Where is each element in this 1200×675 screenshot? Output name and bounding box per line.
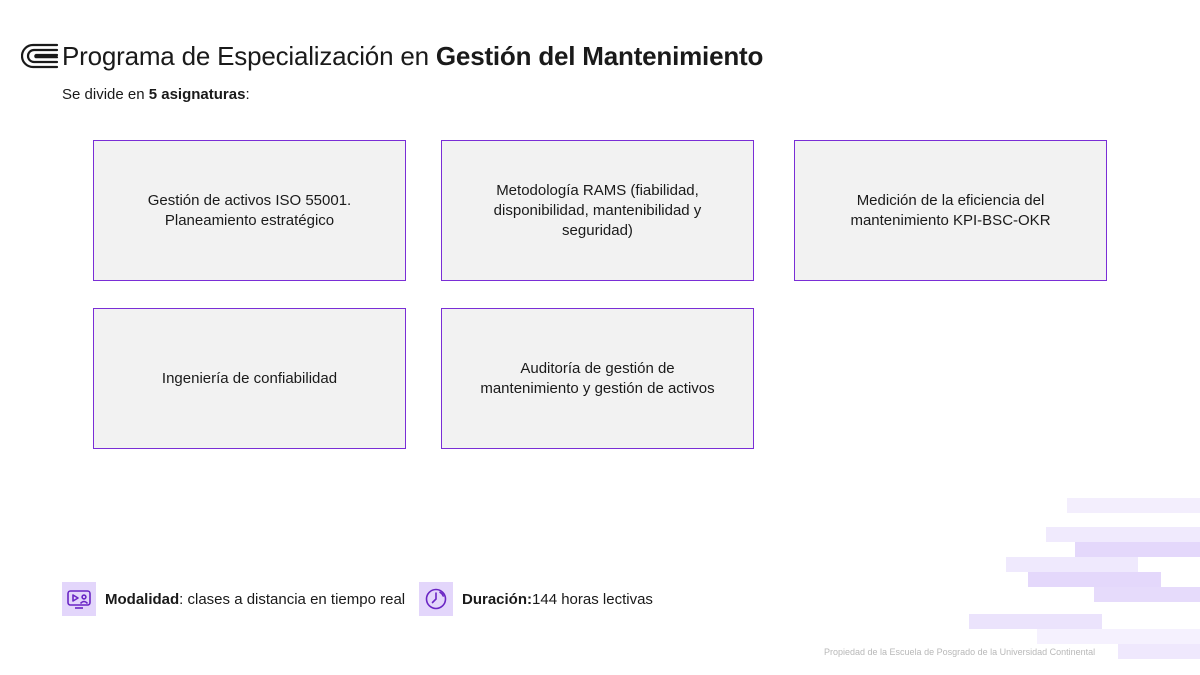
duration-label: Duración: — [462, 590, 533, 608]
deco-stripe — [1094, 587, 1200, 602]
subject-label: Medición de la eficiencia del mantenimiento KPI-BSC-OKR — [850, 191, 1051, 229]
duration-value: 144 horas lectivas — [532, 590, 653, 608]
subject-label: Metodología RAMS (fiabilidad, disponibilidad, mantenibilidad y seguridad) — [493, 181, 702, 239]
deco-stripe — [1006, 557, 1138, 572]
deco-stripe — [1046, 527, 1200, 542]
deco-stripe — [1067, 498, 1200, 513]
title-bold: Gestión del Mantenimiento — [435, 41, 764, 71]
subject-label: Gestión de activos ISO 55001. Planeamiento estratégico — [147, 191, 352, 229]
modality-label: Modalidad — [105, 590, 180, 608]
deco-stripe — [1075, 542, 1200, 557]
deco-stripe — [969, 614, 1102, 629]
title-regular: Programa de Especialización en — [62, 41, 429, 71]
subject-card — [93, 140, 406, 281]
page-title — [62, 38, 763, 74]
subtitle-prefix: Se divide en — [62, 86, 145, 103]
subject-card — [93, 308, 406, 449]
subtitle-suffix: : — [245, 86, 250, 103]
duration-info — [419, 582, 653, 616]
deco-stripe — [1028, 572, 1161, 587]
video-class-icon — [62, 582, 96, 616]
deco-stripe — [1037, 629, 1200, 644]
subject-card — [794, 140, 1107, 281]
subtitle-bold: 5 asignaturas — [148, 86, 246, 103]
subject-card — [441, 308, 754, 449]
subject-card — [441, 140, 754, 281]
modality-info — [62, 582, 405, 616]
subtitle — [62, 85, 250, 105]
deco-stripe — [1118, 644, 1200, 659]
subject-label: Auditoría de gestión de mantenimiento y gestión de activos — [480, 359, 715, 397]
modality-value: : clases a distancia en tiempo real — [179, 590, 406, 608]
book-stack-logo-icon — [21, 42, 59, 70]
footer-copyright: Propiedad de la Escuela de Posgrado de la Universidad Continental — [824, 647, 1096, 657]
clock-icon — [419, 582, 453, 616]
subject-label: Ingeniería de confiabilidad — [161, 369, 338, 387]
